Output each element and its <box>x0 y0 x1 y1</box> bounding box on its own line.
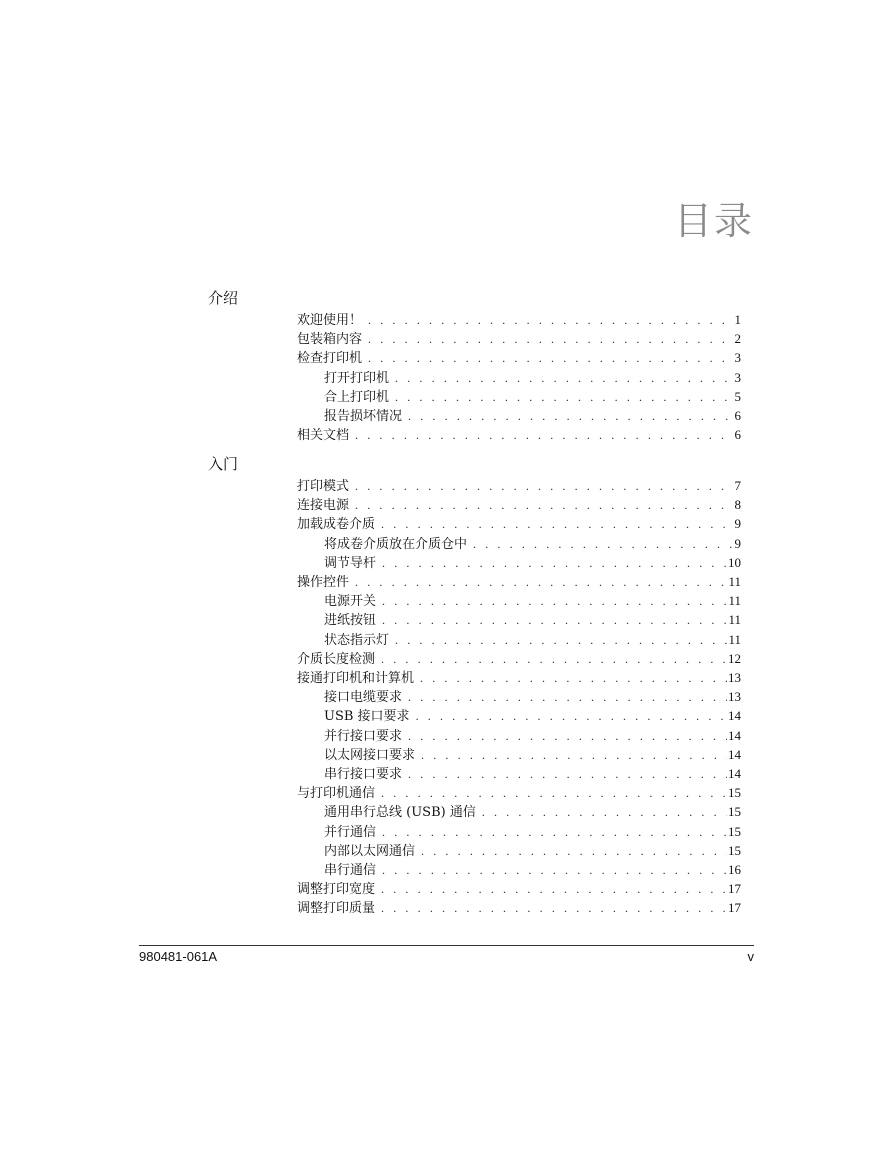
dot-leader <box>355 427 733 443</box>
toc-entry-label: 介质长度检测 <box>297 651 376 667</box>
toc-entry-label: 调整打印宽度 <box>297 882 376 898</box>
toc-entry[interactable] <box>297 427 741 444</box>
toc-entry-page-number: 1 <box>734 312 741 327</box>
toc-entry-label: 调节导杆 <box>324 555 377 571</box>
toc-entry-label: 将成卷介质放在介质仓中 <box>324 536 468 552</box>
toc-entry[interactable] <box>324 408 741 425</box>
toc-entry-page-number: 9 <box>734 535 741 551</box>
toc-entry-page-number: 6 <box>734 427 741 443</box>
dot-leader <box>382 593 727 609</box>
section-title: 介绍 <box>208 289 239 307</box>
dot-leader <box>381 900 727 916</box>
toc-entry-label: 操作控件 <box>297 575 350 590</box>
toc-entry[interactable] <box>297 670 741 687</box>
toc-entry[interactable] <box>324 804 741 821</box>
toc-entry[interactable] <box>324 370 741 387</box>
toc-entry[interactable] <box>297 331 741 348</box>
footer-page-number: v <box>747 949 754 964</box>
dot-leader <box>381 881 727 897</box>
toc-entry[interactable] <box>297 312 741 329</box>
dot-leader <box>355 478 733 494</box>
toc-entry[interactable] <box>324 824 741 841</box>
dot-leader <box>382 824 727 840</box>
toc-entry-page-number: 13 <box>728 670 741 685</box>
toc-entry-page-number: 6 <box>734 408 741 423</box>
toc-entry-page-number: 15 <box>728 804 741 820</box>
toc-entry-page-number: 11 <box>728 612 741 628</box>
toc-entry-label: 状态指示灯 <box>324 632 390 648</box>
toc-entry-page-number: 14 <box>728 727 741 743</box>
toc-entry-page-number: 15 <box>728 785 741 801</box>
toc-entry-label: 接通打印机和计算机 <box>297 671 415 686</box>
dot-leader <box>408 689 727 705</box>
toc-entry[interactable] <box>297 478 741 495</box>
toc-entry[interactable] <box>297 497 741 514</box>
dot-leader <box>381 651 727 667</box>
toc-entry[interactable] <box>324 843 741 860</box>
toc-entry-page-number: 14 <box>728 708 741 724</box>
dot-leader <box>421 843 727 859</box>
toc-entry-label: 电源开关 <box>324 594 377 610</box>
toc-entry[interactable] <box>324 536 741 553</box>
toc-entry-label: 打开打印机 <box>324 370 390 386</box>
toc-entry-page-number: 15 <box>728 842 741 858</box>
toc-entry[interactable] <box>297 651 741 668</box>
toc-entry-page-number: 5 <box>734 388 741 404</box>
toc-entry-page-number: 11 <box>728 593 741 609</box>
toc-entry[interactable] <box>324 708 741 725</box>
toc-entry-page-number: 11 <box>728 631 741 647</box>
toc-entry-label: 进纸按钮 <box>324 613 377 629</box>
dot-leader <box>408 408 733 424</box>
toc-entry[interactable] <box>324 593 741 610</box>
dot-leader <box>416 708 727 724</box>
dot-leader <box>473 536 733 552</box>
toc-entry-label: 串行接口要求 <box>324 767 403 782</box>
toc-entry[interactable] <box>324 747 741 764</box>
toc-entry-label: 并行接口要求 <box>324 728 403 744</box>
toc-entry-label: 与打印机通信 <box>297 786 376 802</box>
document-number: 980481-061A <box>139 949 218 964</box>
toc-entry-label: 以太网接口要求 <box>324 747 416 763</box>
toc-entry-label: 包装箱内容 <box>297 332 363 348</box>
dot-leader <box>382 862 727 878</box>
dot-leader <box>382 555 727 571</box>
footer-divider <box>139 945 754 946</box>
toc-entry-page-number: 12 <box>728 650 741 666</box>
toc-entry-page-number: 2 <box>734 331 741 347</box>
dot-leader <box>395 632 727 648</box>
dot-leader <box>482 804 727 820</box>
toc-entry-label: 并行通信 <box>324 824 377 840</box>
toc-entry[interactable] <box>297 900 741 917</box>
toc-entry-page-number: 9 <box>734 516 741 532</box>
toc-entry-label: 报告损坏情况 <box>324 409 403 424</box>
toc-entry-label: 接口电缆要求 <box>324 690 403 706</box>
toc-entry[interactable] <box>297 574 741 591</box>
page-title: 目录 <box>673 199 754 243</box>
toc-entry-label: 相关文档 <box>297 428 350 444</box>
toc-entry-page-number: 17 <box>728 900 741 916</box>
dot-leader <box>420 670 727 686</box>
toc-entry-label: USB 接口要求 <box>324 709 410 725</box>
toc-entry[interactable] <box>324 766 741 783</box>
toc-entry-label: 打印模式 <box>297 479 350 494</box>
toc-entry-page-number: 3 <box>734 369 741 385</box>
dot-leader <box>381 785 727 801</box>
toc-entry-page-number: 10 <box>728 554 741 570</box>
toc-entry[interactable] <box>297 785 741 802</box>
toc-entry-label: 连接电源 <box>297 498 350 514</box>
toc-entry-page-number: 14 <box>728 766 741 781</box>
toc-entry-label: 通用串行总线 (USB) 通信 <box>324 805 476 821</box>
toc-entry-label: 欢迎使用！ <box>297 313 363 328</box>
toc-entry-page-number: 17 <box>728 881 741 897</box>
toc-entry-page-number: 8 <box>734 497 741 513</box>
dot-leader <box>368 331 733 347</box>
section-title: 入门 <box>208 455 239 473</box>
dot-leader <box>382 612 727 628</box>
dot-leader <box>408 766 727 782</box>
dot-leader <box>421 747 727 763</box>
dot-leader <box>395 370 733 386</box>
toc-entry[interactable] <box>324 689 741 706</box>
toc-entry-page-number: 3 <box>734 350 741 366</box>
toc-entry[interactable] <box>324 612 741 629</box>
dot-leader <box>355 574 727 590</box>
dot-leader <box>395 389 733 405</box>
toc-entry-label: 检查打印机 <box>297 351 363 367</box>
dot-leader <box>368 312 733 328</box>
toc-entry[interactable] <box>324 728 741 745</box>
toc-entry-page-number: 7 <box>734 478 741 493</box>
toc-entry[interactable] <box>297 350 741 367</box>
toc-entry[interactable] <box>324 632 741 649</box>
toc-entry[interactable] <box>324 862 741 879</box>
toc-entry-page-number: 15 <box>728 823 741 839</box>
dot-leader <box>368 350 733 366</box>
dot-leader <box>355 497 733 513</box>
toc-entry-label: 加载成卷介质 <box>297 517 376 533</box>
toc-entry-page-number: 16 <box>728 862 741 877</box>
toc-entry-label: 串行通信 <box>324 863 377 878</box>
toc-entry-page-number: 13 <box>728 689 741 705</box>
toc-entry[interactable] <box>324 555 741 572</box>
dot-leader <box>381 516 733 532</box>
toc-entry-page-number: 14 <box>728 746 741 762</box>
toc-entry[interactable] <box>324 389 741 406</box>
dot-leader <box>408 728 727 744</box>
toc-entry-label: 内部以太网通信 <box>324 843 416 859</box>
toc-entry-label: 合上打印机 <box>324 389 390 405</box>
toc-entry[interactable] <box>297 516 741 533</box>
toc-entry-page-number: 11 <box>728 574 741 589</box>
toc-entry-label: 调整打印质量 <box>297 901 376 917</box>
toc-entry[interactable] <box>297 881 741 898</box>
